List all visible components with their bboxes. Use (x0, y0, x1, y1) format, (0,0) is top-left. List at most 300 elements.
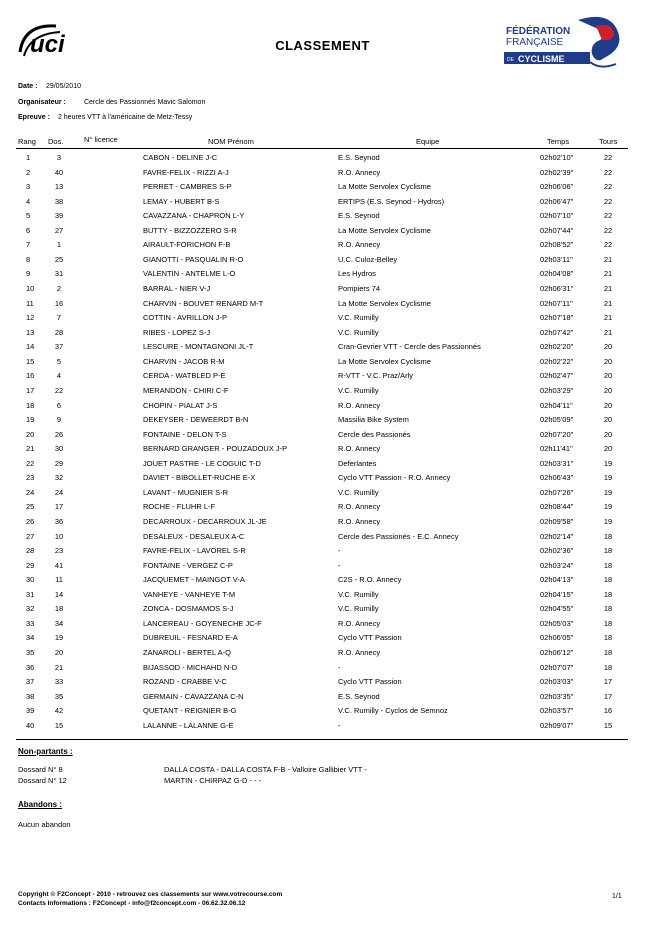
cell-dos: 30 (54, 444, 64, 454)
cell-rang: 25 (26, 502, 35, 512)
cell-tours: 18 (603, 662, 613, 672)
cell-dos: 41 (54, 560, 64, 570)
cell-rang: 10 (26, 284, 35, 294)
cell-temps: 02h08'52" (540, 240, 574, 250)
cell-equipe: Cyclo VTT Passion (338, 633, 402, 643)
table-row (0, 692, 645, 707)
table-row (0, 211, 645, 226)
cell-nom: ROCHE - FLUHR L-F (143, 502, 216, 512)
meta-date (18, 83, 81, 90)
table-row (0, 648, 645, 663)
date-label: Date : (18, 83, 38, 90)
cell-nom: LESCURE - MONTAGNONI JL-T (143, 342, 254, 352)
cell-temps: 02h06'05" (540, 633, 574, 643)
cell-tours: 20 (603, 342, 613, 352)
cell-nom: BERNARD GRANGER - POUZADOUX J-P (143, 444, 288, 454)
epreuve-label: Epreuve : (18, 114, 50, 121)
cell-dos: 24 (54, 487, 64, 497)
table-row (0, 502, 645, 517)
cell-rang: 24 (26, 487, 35, 497)
cell-equipe: Cercle des Passionés - E.C. Annecy (338, 531, 459, 541)
cell-temps: 02h07'26" (540, 487, 574, 497)
cell-rang: 32 (26, 604, 35, 614)
cell-tours: 18 (603, 560, 613, 570)
cell-equipe: R.O. Annecy (338, 502, 381, 512)
ffc-logo-de: DE (507, 57, 514, 63)
cell-rang: 3 (26, 182, 31, 192)
cell-tours: 19 (603, 502, 613, 512)
cell-dos: 19 (54, 633, 64, 643)
cell-temps: 02h04'15" (540, 589, 574, 599)
cell-temps: 02h07'07" (540, 662, 574, 672)
cell-equipe: V.C. Rumilly (338, 487, 379, 497)
cell-dos: 21 (54, 662, 64, 672)
cell-rang: 2 (26, 167, 31, 177)
cell-temps: 02h03'24" (540, 560, 574, 570)
cell-temps: 02h11'41" (540, 444, 573, 454)
cell-dos: 36 (54, 517, 64, 526)
cell-rang: 12 (26, 313, 35, 323)
cell-rang: 37 (26, 677, 35, 687)
ffc-logo-line1: FÉDÉRATION (506, 26, 571, 37)
col-header-equipe: Equipe (416, 137, 440, 146)
cell-dos: 13 (54, 182, 64, 192)
col-header-tours: Tours (599, 137, 618, 146)
table-row (0, 517, 645, 532)
table-row (0, 677, 645, 692)
cell-rang: 27 (26, 531, 35, 541)
cell-rang: 7 (26, 240, 31, 250)
cell-equipe: Cran-Gevrier VTT - Cercle des Passionnés (338, 342, 481, 352)
cell-equipe: V.C. Rumilly (338, 604, 379, 614)
cell-equipe: - (338, 560, 341, 570)
cell-rang: 1 (26, 153, 31, 162)
cell-tours: 21 (603, 313, 613, 323)
table-row (0, 430, 645, 445)
table-row (0, 561, 645, 576)
cell-dos: 14 (54, 589, 64, 599)
cell-tours: 19 (603, 473, 613, 483)
cell-rang: 6 (26, 225, 31, 235)
cell-dos: 34 (54, 618, 64, 628)
cell-nom: JACQUEMET - MAINGOT V-A (143, 575, 245, 585)
table-row (0, 153, 645, 168)
cell-dos: 26 (54, 429, 64, 439)
cell-temps: 02h02'22" (540, 356, 574, 366)
cell-nom: LEMAY - HUBERT B-S (143, 196, 220, 206)
meta-epreuve (18, 114, 192, 121)
cell-nom: AIRAULT-FORICHON F-B (143, 240, 231, 250)
cell-equipe: La Motte Servolex Cyclisme (338, 225, 431, 235)
cell-tours: 20 (603, 415, 613, 425)
cell-equipe: - (338, 662, 341, 672)
cell-temps: 02h06'12" (540, 648, 574, 658)
cell-dos: 10 (54, 531, 64, 541)
cell-nom: BIJASSOD - MICHAHD N-D (143, 662, 238, 672)
cell-equipe: R-VTT - V.C. Praz/Arly (338, 371, 414, 381)
table-row (0, 299, 645, 314)
cell-equipe: R.O. Annecy (338, 517, 381, 526)
cell-rang: 39 (26, 706, 35, 716)
cell-dos: 9 (56, 415, 62, 425)
cell-tours: 16 (603, 706, 613, 716)
cell-rang: 20 (26, 429, 35, 439)
table-row (0, 357, 645, 372)
non-partant-dossard: Dossard N° 12 (18, 776, 67, 785)
cell-dos: 15 (54, 720, 64, 730)
cell-tours: 20 (603, 444, 613, 454)
table-row (0, 342, 645, 357)
cell-equipe: V.C. Rumilly (338, 385, 379, 395)
cell-temps: 02h03'31" (540, 458, 574, 468)
cell-equipe: V.C. Rumilly (338, 327, 379, 337)
cell-nom: DEKEYSER - DEWEERDT B-N (143, 415, 249, 425)
cell-temps: 02h02'36" (540, 546, 574, 556)
cell-tours: 18 (603, 575, 613, 585)
col-header-licence: N° licence (84, 135, 118, 144)
cell-temps: 02h07'20" (540, 429, 574, 439)
cell-equipe: Deferlantes (338, 458, 377, 468)
meta-organisateur (18, 99, 205, 106)
cell-equipe: La Motte Servolex Cyclisme (338, 356, 431, 366)
cell-tours: 21 (603, 298, 613, 308)
table-row (0, 371, 645, 386)
cell-equipe: R.O. Annecy (338, 444, 381, 454)
cell-equipe: R.O. Annecy (338, 648, 381, 658)
table-bottom-divider (16, 739, 628, 740)
cell-equipe: E.S. Seynod (338, 153, 380, 162)
cell-tours: 20 (603, 385, 613, 395)
cell-nom: PERRET - CAMBRES S-P (143, 182, 232, 192)
cell-tours: 15 (603, 720, 613, 730)
cell-nom: RIBES - LOPEZ S-J (143, 327, 211, 337)
table-row (0, 401, 645, 416)
cell-temps: 02h03'03" (540, 677, 574, 687)
cell-dos: 27 (54, 225, 64, 235)
cell-equipe: Cercle des Passionés (338, 429, 411, 439)
table-row (0, 444, 645, 459)
footer-contacts: Contacts Informations : F2Concept - info@f2concept.com - 06.62.32.06.12 (18, 900, 246, 907)
cell-temps: 02h02'39" (540, 167, 574, 177)
abandons-title: Abandons : (18, 800, 62, 809)
cell-rang: 22 (26, 458, 35, 468)
cell-dos: 18 (54, 604, 64, 614)
cell-rang: 34 (26, 633, 35, 643)
col-header-temps: Temps (547, 137, 570, 146)
cell-dos: 39 (54, 211, 64, 221)
cell-nom: CHARVIN - JACOB R-M (143, 356, 225, 366)
epreuve-value: 2 heures VTT à l'américaine de Metz-Tessy (57, 114, 193, 121)
cell-temps: 02h04'11" (540, 400, 573, 410)
cell-nom: QUETANT - REIGNIER B-G (143, 706, 237, 716)
table-row (0, 619, 645, 634)
table-row (0, 168, 645, 183)
page-number: 1/1 (612, 893, 622, 900)
cell-tours: 18 (603, 546, 613, 556)
cell-temps: 02h05'09" (540, 415, 574, 425)
cell-rang: 9 (26, 269, 31, 279)
abandons-text: Aucun abandon (18, 820, 71, 829)
cell-equipe: U.C. Culoz-Belley (338, 254, 398, 264)
table-row (0, 459, 645, 474)
ffc-logo-line3: CYCLISME (518, 54, 565, 64)
cell-nom: BARRAL - NIER V-J (143, 284, 211, 294)
header-divider (16, 148, 628, 149)
cell-tours: 21 (603, 269, 613, 279)
cell-temps: 02h06'43" (540, 473, 574, 483)
cell-tours: 20 (603, 371, 613, 381)
cell-nom: DECARROUX - DECARROUX JL-JE (143, 517, 267, 526)
cell-nom: DAVIET - BIBOLLET-RUCHE E-X (143, 473, 256, 483)
cell-nom: ZANAROLI - BERTEL A-Q (143, 648, 231, 658)
cell-tours: 19 (603, 487, 613, 497)
cell-dos: 38 (54, 196, 64, 206)
cell-rang: 16 (26, 371, 35, 381)
cell-dos: 16 (54, 298, 64, 308)
cell-temps: 02h07'10" (540, 211, 574, 221)
cell-tours: 18 (603, 618, 613, 628)
cell-dos: 7 (56, 313, 62, 323)
table-row (0, 182, 645, 197)
cell-nom: LAVANT - MUGNIER S-R (143, 487, 229, 497)
table-row (0, 255, 645, 270)
cell-temps: 02h02'47" (540, 371, 574, 381)
cell-nom: LANCEREAU - GOYENECHE JC-F (143, 618, 262, 628)
cell-temps: 02h02'10" (540, 153, 574, 162)
cell-rang: 11 (26, 298, 34, 308)
cell-nom: ROZAND - CRABBE V-C (143, 677, 227, 687)
cell-dos: 42 (54, 706, 64, 716)
cell-rang: 33 (26, 618, 35, 628)
cell-dos: 5 (56, 356, 62, 366)
cell-dos: 29 (54, 458, 64, 468)
cell-temps: 02h04'13" (540, 575, 574, 585)
cell-rang: 8 (26, 254, 31, 264)
table-row (0, 604, 645, 619)
cell-dos: 20 (54, 648, 64, 658)
cell-dos: 6 (56, 400, 62, 410)
cell-equipe: - (338, 720, 341, 730)
cell-rang: 15 (26, 356, 35, 366)
cell-equipe: Pompiers 74 (338, 284, 381, 294)
cell-tours: 18 (603, 633, 613, 643)
cell-tours: 19 (603, 517, 613, 526)
cell-temps: 02h02'14" (540, 531, 574, 541)
cell-dos: 25 (54, 254, 64, 264)
table-row (0, 590, 645, 605)
cell-rang: 30 (26, 575, 35, 585)
cell-dos: 28 (54, 327, 64, 337)
col-header-nom: NOM Prénom (208, 137, 254, 146)
cell-rang: 23 (26, 473, 35, 483)
footer (18, 890, 282, 908)
table-row (0, 415, 645, 430)
table-row (0, 386, 645, 401)
table-row (0, 197, 645, 212)
cell-rang: 36 (26, 662, 35, 672)
cell-nom: BUTTY - BIZZOZZERO S-R (143, 225, 237, 235)
cell-tours: 17 (603, 677, 613, 687)
table-row (0, 546, 645, 561)
cell-equipe: R.O. Annecy (338, 618, 381, 628)
non-partant-dossard: Dossard N° 8 (18, 765, 63, 774)
table-row (0, 721, 645, 736)
ffc-logo-line2: FRANÇAISE (506, 37, 564, 48)
cell-dos: 33 (54, 677, 64, 687)
cell-equipe: V.C. Rumilly - Cyclos de Semnoz (338, 706, 448, 716)
table-row (0, 313, 645, 328)
cell-equipe: Les Hydros (338, 269, 376, 279)
cell-temps: 02h03'11" (540, 254, 573, 264)
non-partant-text: MARTIN - CHIRPAZ G-D - - - (164, 776, 262, 785)
organisateur-label: Organisateur : (18, 99, 66, 106)
cell-dos: 11 (55, 575, 63, 585)
cell-nom: COTTIN - AVRILLON J-P (143, 313, 228, 323)
cell-temps: 02h07'44" (540, 225, 574, 235)
footer-copyright: Copyright © F2Concept - 2010 - retrouvez ces classements sur www.votrecourse.com (18, 891, 283, 898)
cell-temps: 02h07'18" (540, 313, 574, 323)
cell-dos: 40 (54, 167, 64, 177)
cell-tours: 22 (603, 211, 613, 221)
cell-rang: 21 (26, 444, 35, 454)
cell-tours: 20 (603, 400, 613, 410)
cell-nom: VANHEYE - VANHEYE T-M (143, 589, 236, 599)
cell-nom: CHOPIN - PIALAT J-S (143, 400, 218, 410)
cell-rang: 35 (26, 648, 35, 658)
cell-equipe: - (338, 546, 341, 556)
cell-nom: FONTAINE - VERGEZ C-P (143, 560, 233, 570)
cell-tours: 19 (603, 458, 613, 468)
cell-dos: 35 (54, 691, 64, 701)
cell-equipe: R.O. Annecy (338, 400, 381, 410)
cell-equipe: La Motte Servolex Cyclisme (338, 298, 431, 308)
cell-rang: 17 (26, 385, 35, 395)
table-row (0, 269, 645, 284)
table-row (0, 284, 645, 299)
cell-tours: 21 (603, 254, 613, 264)
col-header-rang: Rang (18, 137, 36, 146)
cell-tours: 22 (603, 196, 613, 206)
cell-temps: 02h03'57" (540, 706, 574, 716)
non-partants-title: Non-partants : (18, 747, 73, 756)
cell-nom: CHARVIN - BOUVET RENARD M-T (143, 298, 264, 308)
cell-rang: 28 (26, 546, 35, 556)
cell-temps: 02h04'55" (540, 604, 574, 614)
ffc-logo (500, 14, 625, 74)
cell-rang: 4 (26, 196, 31, 206)
cell-temps: 02h07'11" (540, 298, 573, 308)
cell-dos: 4 (56, 371, 62, 381)
cell-nom: ZONCA - DOSMAMOS S-J (143, 604, 234, 614)
cell-tours: 21 (603, 284, 613, 294)
cell-rang: 13 (26, 327, 35, 337)
cell-equipe: Cyclo VTT Passion - R.O. Annecy (338, 473, 451, 483)
cell-equipe: R.O. Annecy (338, 167, 381, 177)
cell-equipe: V.C. Rumilly (338, 313, 379, 323)
cell-temps: 02h07'42" (540, 327, 574, 337)
cell-nom: FAVRE-FELIX - LAVOREL S-R (143, 546, 246, 556)
organisateur-value: Cercle des Passionnés Mavic Salomon (83, 99, 206, 106)
cell-dos: 32 (54, 473, 64, 483)
cell-rang: 31 (26, 589, 35, 599)
cell-rang: 40 (26, 720, 35, 730)
cell-nom: VALENTIN - ANTELME L-O (143, 269, 236, 279)
table-row (0, 226, 645, 241)
cell-equipe: La Motte Servolex Cyclisme (338, 182, 431, 192)
cell-tours: 18 (603, 604, 613, 614)
cell-temps: 02h03'35" (540, 691, 574, 701)
cell-nom: GERMAIN - CAVAZZANA C-N (143, 691, 244, 701)
cell-equipe: C2S - R.O. Annecy (338, 575, 402, 585)
table-row (0, 663, 645, 678)
table-row (0, 328, 645, 343)
cell-nom: DESALEUX - DESALEUX A-C (143, 531, 245, 541)
cell-dos: 22 (54, 385, 64, 395)
non-partant-text: DALLA COSTA - DALLA COSTA F-B - Valloire Gallibier VTT - (164, 765, 367, 774)
cell-dos: 17 (54, 502, 64, 512)
cell-temps: 02h08'44" (540, 502, 574, 512)
table-row (0, 633, 645, 648)
cell-tours: 22 (603, 240, 613, 250)
cell-dos: 31 (54, 269, 64, 279)
cell-rang: 26 (26, 517, 35, 526)
cell-temps: 02h05'03" (540, 618, 574, 628)
cell-temps: 02h09'07" (540, 720, 574, 730)
table-row (0, 706, 645, 721)
cell-dos: 23 (54, 546, 64, 556)
cell-rang: 14 (26, 342, 35, 352)
cell-tours: 18 (603, 589, 613, 599)
table-row (0, 240, 645, 255)
cell-temps: 02h06'06" (540, 182, 574, 192)
page-title: CLASSEMENT (275, 38, 370, 53)
cell-temps: 02h04'08" (540, 269, 574, 279)
cell-nom: DUBREUIL - FESNARD E-A (143, 633, 238, 643)
cell-equipe: Massilia Bike System (338, 415, 409, 425)
col-header-dos: Dos. (48, 137, 64, 146)
cell-tours: 20 (603, 429, 613, 439)
cell-rang: 38 (26, 691, 35, 701)
table-row (0, 473, 645, 488)
cell-equipe: ERTIPS (E.S. Seynod - Hydros) (338, 196, 445, 206)
cell-nom: JOUET PASTRE - LE COGUIC T-D (143, 458, 261, 468)
cell-rang: 29 (26, 560, 35, 570)
cell-tours: 22 (603, 225, 613, 235)
cell-equipe: Cyclo VTT Passion (338, 677, 402, 687)
cell-nom: GIANOTTI - PASQUALIN R-O (143, 254, 244, 264)
cell-temps: 02h06'47" (540, 196, 574, 206)
cell-temps: 02h09'58" (540, 517, 574, 526)
cell-tours: 22 (603, 153, 613, 162)
cell-tours: 17 (603, 691, 613, 701)
uci-logo-text: uci (30, 31, 65, 58)
cell-nom: CABON - DELINE J-C (143, 153, 218, 162)
cell-rang: 19 (26, 415, 35, 425)
table-row (0, 488, 645, 503)
cell-equipe: E.S. Seynod (338, 691, 380, 701)
cell-nom: FAVRE-FELIX - RIZZI A-J (143, 167, 229, 177)
table-row (0, 532, 645, 547)
cell-temps: 02h03'29" (540, 385, 574, 395)
cell-temps: 02h06'31" (540, 284, 574, 294)
cell-tours: 20 (603, 356, 613, 366)
cell-dos: 3 (56, 153, 62, 162)
cell-nom: MERANDON - CHIRI C-F (143, 385, 229, 395)
cell-tours: 18 (603, 648, 613, 658)
cell-rang: 5 (26, 211, 31, 221)
table-row (0, 575, 645, 590)
cell-tours: 22 (603, 167, 613, 177)
